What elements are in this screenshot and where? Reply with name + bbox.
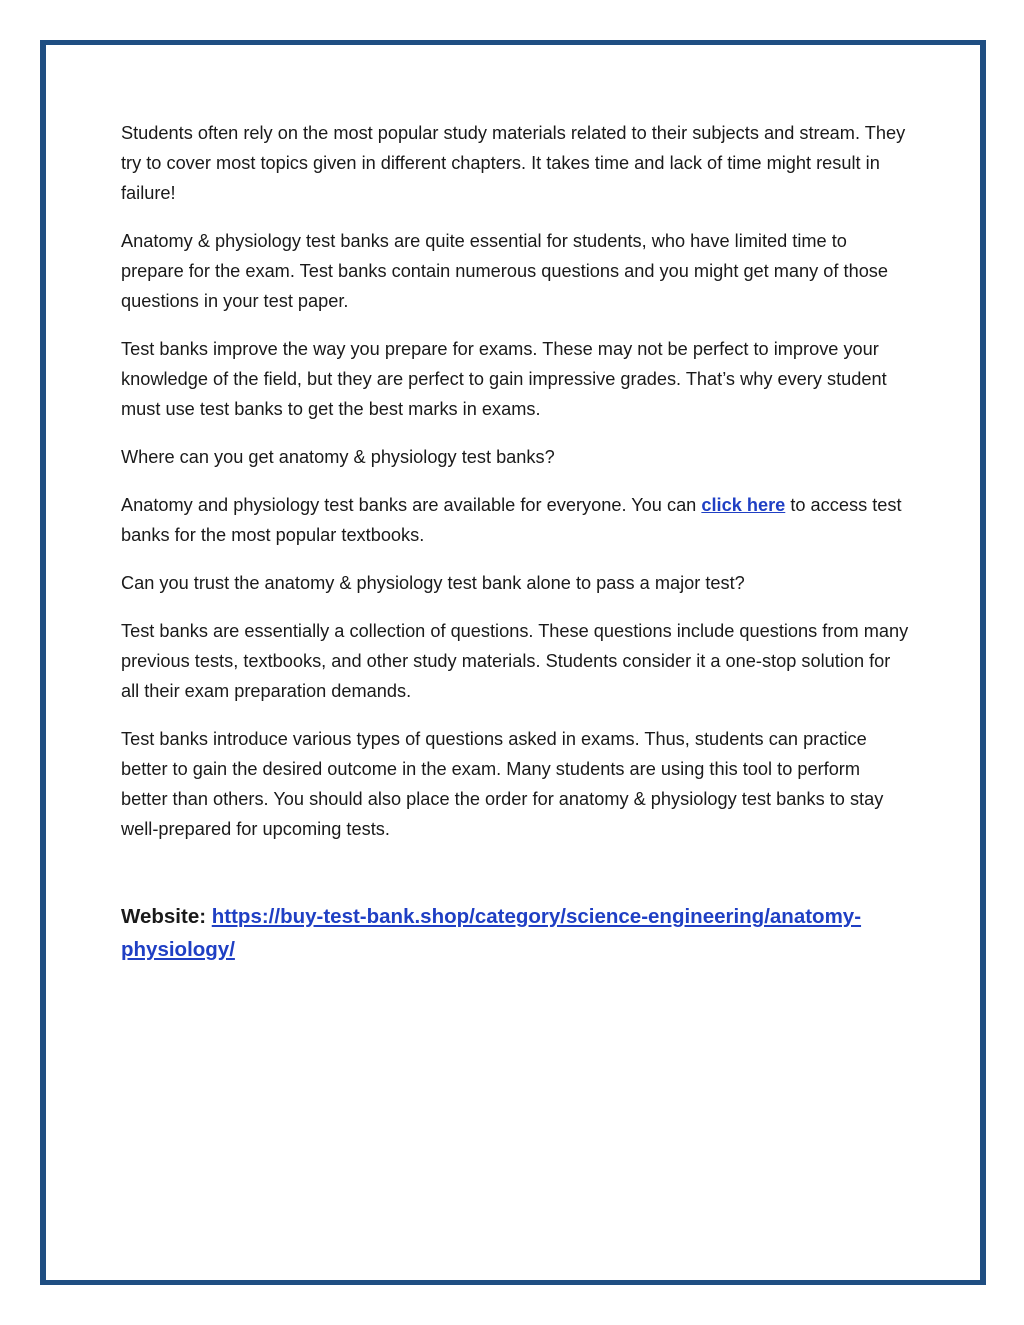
website-link[interactable]: https://buy-test-bank.shop/category/science-engineering/anatomy-physiology/ xyxy=(121,905,862,961)
paragraph-collection-of-questions: Test banks are essentially a collection of questions. These questions include questions from many previous tests, textbooks, and other study materials. Students consider it a one-stop solution for all their exam preparation demands. xyxy=(121,621,909,701)
availability-text-before: Anatomy and physiology test banks are available for everyone. You can xyxy=(121,495,702,515)
paragraph-availability xyxy=(121,490,911,550)
question-where-to-get: Where can you get anatomy & physiology test banks? xyxy=(121,447,555,467)
question-can-you-trust: Can you trust the anatomy & physiology test bank alone to pass a major test? xyxy=(121,573,745,593)
click-here-link[interactable]: click here xyxy=(701,495,786,515)
website-label: Website: xyxy=(121,905,212,928)
paragraph-test-banks-improve: Test banks improve the way you prepare for exams. These may not be perfect to improve your knowledge of the field, but they are perfect to gain impressive grades. That’s why every student must use test banks to get the best marks in exams. xyxy=(121,339,887,419)
paragraph-practice-better: Test banks introduce various types of questions asked in exams. Thus, students can practice better to gain the desired outcome in the exam. Many students are using this tool to perform better than others. You should also place the order for anatomy & physiology test banks to stay well-prepared for upcoming tests. xyxy=(121,729,884,839)
availability-text-after: to access test banks for the most popular textbooks. xyxy=(121,495,902,545)
document-body xyxy=(121,118,911,984)
paragraph-intro: Students often rely on the most popular study materials related to their subjects and stream. They try to cover most topics given in different chapters. It takes time and lack of time might result in failure! xyxy=(121,123,906,203)
website-line xyxy=(121,900,911,966)
paragraph-test-banks-essential: Anatomy & physiology test banks are quite essential for students, who have limited time to prepare for the exam. Test banks contain numerous questions and you might get many of those questions in your test paper. xyxy=(121,231,889,311)
